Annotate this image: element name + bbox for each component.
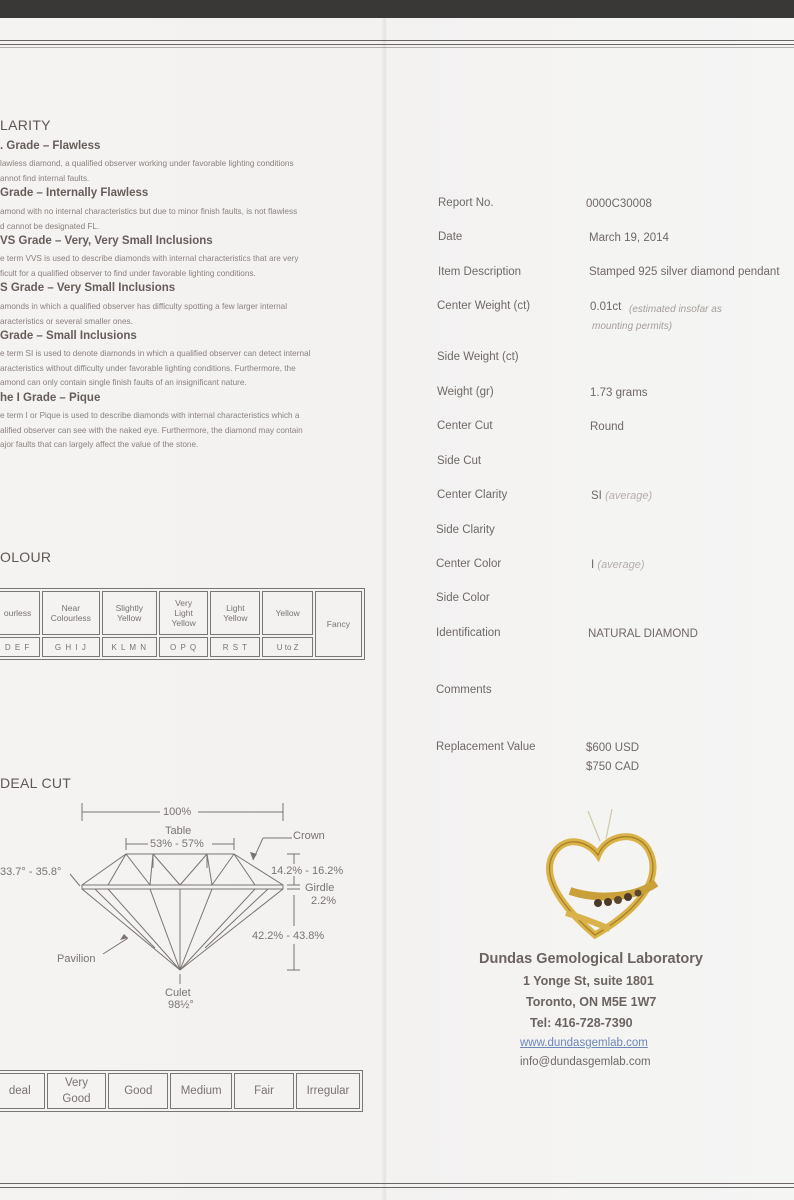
colour-col-near-colourless: Near Colourless — [42, 591, 99, 635]
report-no-value: 0000C30008 — [586, 198, 652, 210]
cut-grade-fair: Fair — [234, 1073, 294, 1109]
cut-grade-ideal: deal — [0, 1073, 45, 1109]
ideal-cut-title: DEAL CUT — [0, 775, 72, 791]
cut-girdle-label: Girdle — [305, 882, 335, 894]
colour-col-yellow: Yellow — [262, 591, 312, 635]
colour-letters-rst: R S T — [210, 637, 260, 657]
center-cut-value: Round — [590, 421, 624, 433]
lab-email: info@dundasgemlab.com — [520, 1056, 651, 1068]
replacement-value-cad: $750 CAD — [586, 761, 640, 773]
top-border-rule-thin — [0, 47, 794, 48]
top-border-rule-inner — [0, 44, 794, 45]
item-description-label: Item Description — [438, 266, 522, 278]
colour-col-very-light-yellow: Very Light Yellow — [159, 591, 208, 635]
colour-letters-u-to-z: U to Z — [262, 637, 312, 657]
date-label: Date — [438, 231, 463, 243]
identification-value: NATURAL DIAMOND — [588, 628, 698, 640]
colour-letters-klmn: K L M N — [102, 637, 157, 657]
center-clarity-average: (average) — [605, 490, 653, 502]
center-color-average: (average) — [597, 559, 645, 571]
cut-grade-good: Good — [108, 1073, 168, 1109]
center-color-value: I (average) — [591, 559, 645, 571]
clarity-grade-fl: . Grade – Flawless — [0, 140, 101, 152]
center-weight-label: Center Weight (ct) — [437, 300, 531, 312]
center-cut-label: Center Cut — [437, 420, 493, 432]
top-border-rule — [0, 40, 794, 41]
cut-width-label: 100% — [163, 806, 192, 818]
side-clarity-label: Side Clarity — [436, 524, 495, 536]
bottom-border-rule-inner — [0, 1187, 794, 1188]
dark-background-edge — [0, 0, 794, 20]
colour-letters-def: D E F — [0, 637, 40, 657]
colour-letters-ghij: G H I J — [42, 637, 99, 657]
center-clarity-value: SI (average) — [591, 490, 653, 502]
cut-grade-medium: Medium — [170, 1073, 232, 1109]
lab-address-line2: Toronto, ON M5E 1W7 — [526, 995, 657, 1009]
replacement-value-usd: $600 USD — [586, 742, 640, 754]
cut-grade-very-good: Very Good — [47, 1073, 107, 1109]
clarity-grade-if: Grade – Internally Flawless — [0, 187, 149, 199]
clarity-grade-vs: S Grade – Very Small Inclusions — [0, 282, 176, 294]
replacement-value-label: Replacement Value — [436, 741, 536, 753]
center-clarity-label: Center Clarity — [437, 489, 508, 501]
weight-gr-label: Weight (gr) — [437, 386, 494, 398]
center-color-label: Center Color — [436, 558, 502, 570]
lab-address-line1: 1 Yonge St, suite 1801 — [523, 974, 654, 988]
lab-website-link[interactable]: www.dundasgemlab.com — [520, 1037, 648, 1049]
clarity-desc-vvs: e term VVS is used to describe diamonds with internal characteristics that are very ficult for a qualified observer to find under favorable lighting conditions. — [0, 254, 299, 278]
weight-gr-value: 1.73 grams — [590, 387, 648, 399]
colour-col-slightly-yellow: Slightly Yellow — [102, 591, 157, 635]
cut-culet-value: 98½° — [168, 999, 194, 1011]
cut-culet-label: Culet — [165, 987, 191, 999]
cut-pavilion-depth: 42.2% - 43.8% — [252, 930, 325, 942]
cut-grade-table — [0, 1070, 363, 1112]
colour-letters-opq: O P Q — [159, 637, 208, 657]
colour-scale-table — [0, 588, 365, 660]
cut-grade-irregular: Irregular — [296, 1073, 360, 1109]
cut-table-range: 53% - 57% — [150, 838, 204, 850]
clarity-title: LARITY — [0, 117, 51, 133]
colour-col-light-yellow: Light Yellow — [210, 591, 260, 635]
item-description-value: Stamped 925 silver diamond pendant — [589, 266, 780, 278]
paper-fold — [382, 18, 388, 1200]
colour-col-fancy: Fancy — [315, 591, 362, 657]
side-color-label: Side Color — [436, 592, 490, 604]
comments-label: Comments — [436, 684, 492, 696]
side-weight-label: Side Weight (ct) — [437, 351, 519, 363]
date-value: March 19, 2014 — [589, 232, 669, 244]
center-weight-value: 0.01ct — [590, 301, 622, 313]
report-no-label: Report No. — [438, 197, 494, 209]
colour-title: OLOUR — [0, 549, 52, 565]
cut-crown-height: 14.2% - 16.2% — [271, 865, 344, 877]
side-cut-label: Side Cut — [437, 455, 482, 467]
cut-crown-label: Crown — [293, 830, 325, 842]
clarity-grade-vvs: VS Grade – Very, Very Small Inclusions — [0, 235, 213, 247]
clarity-grade-si: Grade – Small Inclusions — [0, 330, 137, 342]
cut-crown-angle: 33.7° - 35.8° — [0, 866, 62, 878]
clarity-grade-i: he I Grade – Pique — [0, 392, 101, 404]
cut-pavilion-label: Pavilion — [57, 953, 96, 965]
clarity-desc-si: e term SI is used to denote diamonds in which a qualified observer can detect internal aracteristics without difficulty under favorable lighting conditions. Furthermore, the amond can only contain single finish faults of an insignificant nature. — [0, 349, 311, 387]
clarity-desc-i: e term I or Pique is used to describe diamonds with internal characteristics which a alified observer can see with the naked eye. Furthermore, the diamond may contain ajor faults that can largely affect the value of the stone. — [0, 411, 303, 449]
pendant-photo — [540, 805, 670, 945]
cut-table-label: Table — [165, 825, 192, 837]
clarity-desc-vs: amonds in which a qualified observer has difficulty spotting a few larger internal aracteristics or several smaller ones. — [0, 302, 288, 326]
identification-label: Identification — [436, 627, 501, 639]
clarity-desc-fl: lawless diamond, a qualified observer working under favorable lighting conditions annot find internal faults. — [0, 159, 294, 183]
lab-telephone: Tel: 416-728-7390 — [530, 1016, 633, 1030]
clarity-desc-if: amond with no internal characteristics but due to minor finish faults, is not flawless d cannot be designated FL. — [0, 207, 298, 231]
lab-name: Dundas Gemological Laboratory — [479, 951, 703, 967]
bottom-border-rule — [0, 1183, 794, 1184]
center-weight-note: (estimated insofar as mounting permits) — [592, 304, 722, 332]
cut-girdle-value: 2.2% — [311, 895, 337, 907]
colour-col-colourless: ourless — [0, 591, 40, 635]
